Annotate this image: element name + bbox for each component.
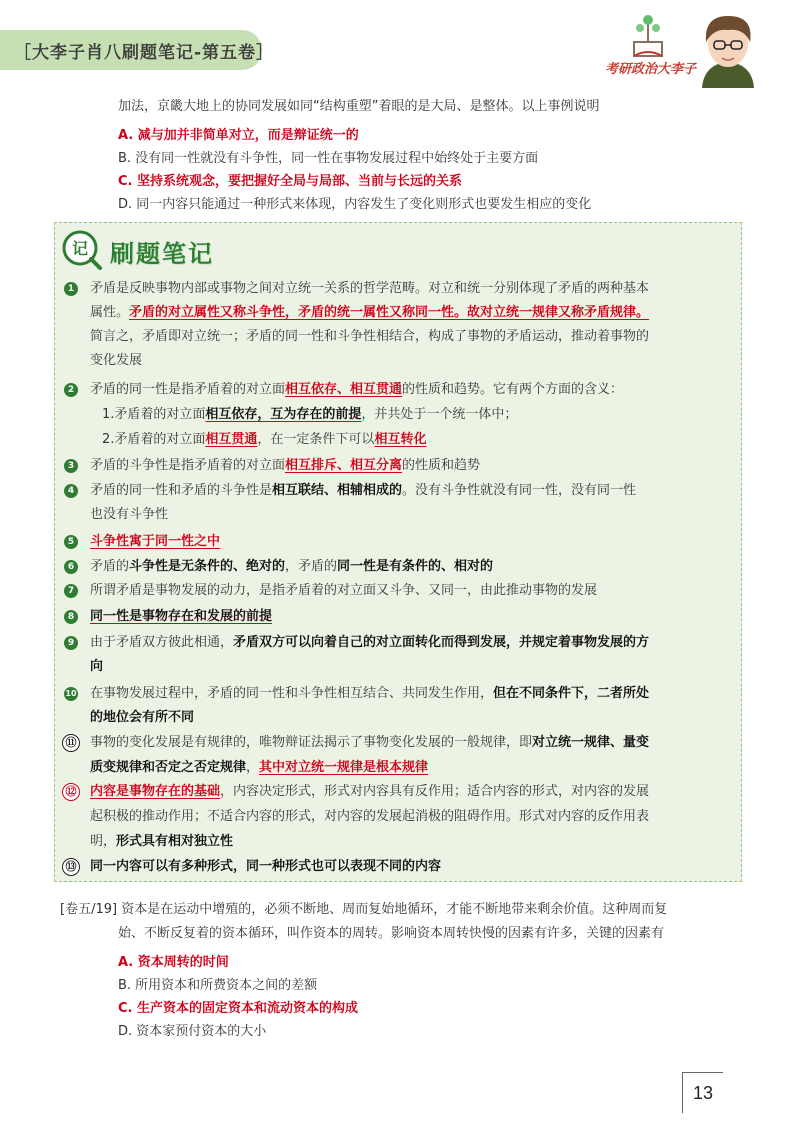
note-12-prefix: 明，	[90, 834, 117, 849]
note-12-line-3	[90, 832, 233, 852]
note-2-suffix: 的性质和趋势。它有两个方面的含义：	[402, 382, 624, 397]
note-3-suffix: 的性质和趋势	[402, 458, 481, 473]
note-7: 所谓矛盾是事物发展的动力，是指矛盾着的对立面又斗争、又同一，由此推动事物的发展	[90, 583, 598, 598]
note-2a-suffix: ，并共处于一个统一体中；	[361, 407, 518, 422]
note-12-bold: 形式具有相对独立性	[116, 834, 234, 849]
note-2-highlight: 相互依存、相互贯通	[285, 382, 403, 397]
note-6-mid: ，矛盾的	[285, 559, 338, 574]
note-11-mid: ，	[246, 760, 260, 775]
note-2b-highlight-1: 相互贯通	[205, 432, 258, 447]
note-1-highlight: 矛盾的对立属性又称斗争性，矛盾的统一属性又称同一性。故对立统一规律又称矛盾规律。	[129, 305, 650, 320]
item-number: 8	[64, 610, 78, 624]
q2-option-b: B. 所用资本和所费资本之间的差额	[118, 978, 318, 993]
note-2b-mid: ，在一定条件下可以	[257, 432, 375, 447]
note-5: 斗争性寓于同一性之中	[90, 534, 221, 549]
item-number: 3	[64, 459, 78, 473]
item-number: 7	[64, 584, 78, 598]
brand-label: 考研政治大李子	[605, 62, 697, 77]
note-6-prefix: 矛盾的	[90, 559, 130, 574]
note-10-line-1	[90, 684, 649, 704]
item-number: 5	[64, 535, 78, 549]
item-number: 2	[64, 383, 78, 397]
note-11-bold-2: 质变规律和否定之否定规律	[90, 760, 247, 775]
avatar	[688, 8, 768, 88]
note-2-line-1	[90, 380, 623, 400]
note-11-bold: 对立统一规律、量变	[532, 735, 650, 750]
q2-option-a: A. 资本周转的时间	[118, 955, 229, 970]
note-2b	[102, 430, 426, 450]
option-c: C. 坚持系统观念，要把握好全局与局部、当前与长远的关系	[118, 174, 463, 189]
page-number: 13	[682, 1072, 723, 1113]
note-11-line-2	[90, 758, 428, 778]
note-1-line-4: 变化发展	[90, 353, 143, 368]
note-13: 同一内容可以有多种形式，同一种形式也可以表现不同的内容	[90, 859, 442, 874]
note-8: 同一性是事物存在和发展的前提	[90, 609, 273, 624]
note-10-prefix: 在事物发展过程中，矛盾的同一性和斗争性相互结合、共同发生作用，	[90, 686, 494, 701]
note-9-line-2: 向	[90, 659, 104, 674]
q2-option-c: C. 生产资本的固定资本和流动资本的构成	[118, 1001, 359, 1016]
note-3-highlight: 相互排斥、相互分离	[285, 458, 403, 473]
question-2-stem-line-1: [卷五/19] 资本是在运动中增殖的，必须不断地、周而复始地循环，才能不断地带来剩余价值。这种周而复	[60, 902, 668, 917]
note-4-line-1	[90, 481, 636, 501]
note-3	[90, 456, 480, 476]
note-1-line-1: 矛盾是反映事物内部或事物之间对立统一关系的哲学范畴。对立和统一分别体现了矛盾的两种基本	[90, 281, 650, 296]
note-6	[90, 557, 493, 577]
magnifier-note-icon	[60, 228, 104, 272]
note-1-line-3: 简言之，矛盾即对立统一；矛盾的同一性和斗争性相结合，构成了事物的矛盾运动，推动着事物的	[90, 329, 650, 344]
notes-title: 刷题笔记	[110, 240, 214, 268]
question-stem: 加法，京畿大地上的协同发展如同“结构重塑”着眼的是大局、是整体。以上事例说明	[118, 99, 600, 114]
item-number: 4	[64, 484, 78, 498]
note-4-suffix: 。没有斗争性就没有同一性，没有同一性	[402, 483, 637, 498]
item-number: 6	[64, 560, 78, 574]
note-icon-label: 记	[71, 239, 89, 258]
question-2-stem-line-2: 始、不断反复着的资本循环，叫作资本的周转。影响资本周转快慢的因素有许多，关键的因素有	[118, 926, 665, 941]
note-11-prefix: 事物的变化发展是有规律的，唯物辩证法揭示了事物变化发展的一般规律，即	[90, 735, 533, 750]
note-2a-bold: 相互依存，互为存在的前提	[205, 407, 362, 422]
note-2a	[102, 405, 517, 425]
note-10-line-2: 的地位会有所不同	[90, 710, 195, 725]
option-a: A. 减与加并非简单对立，而是辩证统一的	[118, 128, 359, 143]
note-4-bold: 相互联结、相辅相成的	[272, 483, 403, 498]
q2-option-d: D. 资本家预付资本的大小	[118, 1024, 267, 1039]
note-1-prefix: 属性。	[90, 305, 130, 320]
note-6-bold-1: 斗争性是无条件的、绝对的	[129, 559, 286, 574]
note-12-highlight: 内容是事物存在的基础	[90, 784, 221, 799]
note-11-line-1	[90, 733, 649, 753]
note-2b-highlight-2: 相互转化	[374, 432, 427, 447]
note-9-prefix: 由于矛盾双方彼此相通，	[90, 635, 234, 650]
note-9-line-1	[90, 633, 649, 653]
note-12-suffix: ，内容决定形式，形式对内容具有反作用；适合内容的形式，对内容的发展	[220, 784, 650, 799]
note-4-prefix: 矛盾的同一性和矛盾的斗争性是	[90, 483, 273, 498]
header-banner	[0, 30, 275, 70]
note-6-bold-2: 同一性是有条件的、相对的	[337, 559, 494, 574]
option-b: B. 没有同一性就没有斗争性，同一性在事物发展过程中始终处于主要方面	[118, 151, 539, 166]
header-title: ［大李子肖八刷题笔记-第五卷］	[14, 43, 275, 63]
item-number: ⑫	[62, 783, 80, 801]
note-2-prefix: 矛盾的同一性是指矛盾着的对立面	[90, 382, 286, 397]
note-9-bold: 矛盾双方可以向着自己的对立面转化而得到发展，并规定着事物发展的方	[233, 635, 650, 650]
note-11-highlight: 其中对立统一规律是根本规律	[259, 760, 429, 775]
note-2b-prefix: 2.矛盾着的对立面	[102, 432, 206, 447]
note-12-line-1	[90, 782, 649, 802]
book-tree-logo-icon	[626, 12, 670, 62]
item-number: 9	[64, 636, 78, 650]
note-4-line-2: 也没有斗争性	[90, 507, 169, 522]
item-number: ⑪	[62, 734, 80, 752]
note-12-line-2: 起积极的推动作用；不适合内容的形式，对内容的发展起消极的阻碍作用。形式对内容的反作用表	[90, 809, 650, 824]
item-number: 10	[64, 687, 78, 701]
note-2a-prefix: 1.矛盾着的对立面	[102, 407, 206, 422]
note-10-bold: 但在不同条件下，二者所处	[493, 686, 650, 701]
item-number: 1	[64, 282, 78, 296]
item-number: ⑬	[62, 858, 80, 876]
option-d: D. 同一内容只能通过一种形式来体现，内容发生了变化则形式也要发生相应的变化	[118, 197, 592, 212]
note-3-prefix: 矛盾的斗争性是指矛盾着的对立面	[90, 458, 286, 473]
note-1-line-2	[90, 303, 649, 323]
